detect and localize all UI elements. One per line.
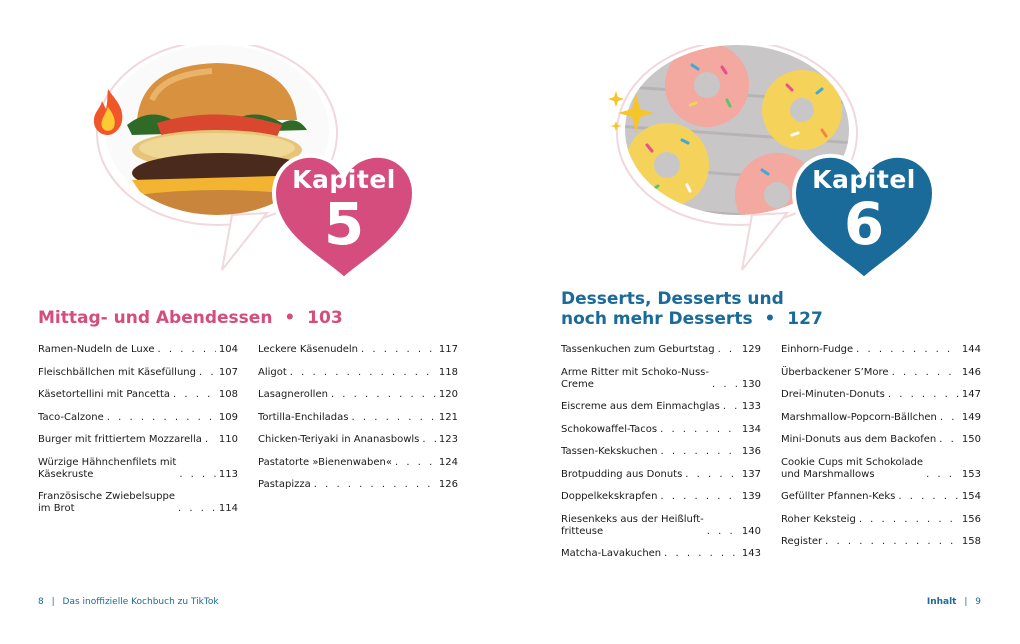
toc-entry-page: 147	[961, 389, 981, 400]
toc-entry-title: Chicken-Teriyaki in Ananasbowls	[258, 434, 420, 445]
toc-entry-title: Gefüllter Pfannen-Keks	[781, 491, 896, 502]
toc-entry-page: 136	[741, 446, 761, 457]
toc-entry-page: 113	[218, 468, 238, 480]
toc-entry-title: Fleischbällchen mit Käsefüllung	[38, 366, 196, 378]
toc-entry-title: Taco-Calzone	[38, 411, 104, 423]
footer-book-title: Das inoffizielle Kochbuch zu TikTok	[62, 597, 219, 607]
toc-entry[interactable]	[258, 479, 458, 491]
footer-separator: |	[51, 597, 55, 607]
toc-entry[interactable]	[781, 367, 981, 379]
toc-entry[interactable]	[561, 344, 761, 356]
toc-dot-leader	[664, 548, 739, 560]
toc-entry-page: 130	[741, 378, 761, 390]
fire-emoji-icon	[90, 87, 126, 137]
toc-entry[interactable]	[258, 434, 458, 446]
toc-dot-leader	[825, 536, 959, 548]
toc-entry-page: 154	[961, 491, 981, 502]
toc-entry[interactable]	[781, 457, 981, 481]
chapter-label: Kapitel	[292, 165, 396, 194]
toc-entry[interactable]	[561, 491, 761, 503]
toc-entry-page: 118	[438, 366, 458, 378]
chapter-start-page: 103	[307, 308, 343, 328]
toc-dot-leader	[888, 389, 959, 401]
toc-dot-leader	[361, 344, 436, 356]
toc-entry-page: 108	[218, 389, 238, 400]
toc-entry-title: Marshmallow-Popcorn-Bällchen	[781, 411, 937, 423]
chapter-5-illustration	[82, 45, 422, 290]
toc-dot-leader	[660, 446, 738, 458]
toc-entry[interactable]	[258, 412, 458, 424]
toc-dot-leader	[660, 491, 738, 503]
toc-entry-title: Ramen-Nudeln de Luxe	[38, 344, 155, 355]
toc-dot-leader	[107, 412, 216, 424]
toc-entry[interactable]	[38, 457, 238, 481]
toc-dot-leader	[712, 379, 739, 391]
toc-entry[interactable]	[561, 446, 761, 458]
footer-right	[927, 597, 981, 607]
toc-entry[interactable]	[38, 434, 238, 446]
toc-entry-title: Mini-Donuts aus dem Backofen	[781, 434, 937, 445]
toc-entry-page: 110	[218, 434, 238, 445]
toc-entry-title: Matcha-Lavakuchen	[561, 548, 662, 559]
toc-entry-title: Überbackener S’More	[781, 366, 889, 378]
chapter-5-badge	[269, 165, 419, 258]
toc-column-right-1	[561, 344, 761, 571]
toc-entry-title: Einhorn-Fudge	[781, 344, 854, 355]
toc-entry-title: Lasagnerollen	[258, 389, 328, 400]
toc-entry-page: 139	[741, 491, 761, 502]
toc-entry-page: 117	[438, 344, 458, 355]
toc-entry-title: Französische Zwiebelsuppe im Brot	[38, 491, 175, 514]
toc-entry-title: Brotpudding aus Donuts	[561, 468, 683, 480]
toc-column-left-2	[258, 344, 458, 502]
toc-entry[interactable]	[781, 412, 981, 424]
toc-entry-title: Tassenkuchen zum Geburtstag	[561, 344, 715, 355]
chapter-6-heading	[561, 289, 823, 329]
chapter-5-heading	[38, 308, 343, 328]
title-bullet: •	[764, 309, 776, 329]
toc-entry-title: Leckere Käsenudeln	[258, 344, 359, 355]
toc-dot-leader	[314, 479, 436, 491]
toc-entry-title: Riesenkeks aus der Heißluft- fritteuse	[561, 513, 704, 537]
toc-entry-page: 107	[218, 366, 238, 378]
toc-entry-page: 109	[218, 411, 238, 423]
toc-entry-title: Roher Keksteig	[781, 513, 856, 525]
toc-dot-leader	[290, 367, 436, 379]
toc-entry-title: Burger mit frittiertem Mozzarella	[38, 434, 202, 445]
toc-entry[interactable]	[38, 344, 238, 356]
toc-dot-leader	[898, 491, 959, 503]
toc-dot-leader	[331, 389, 436, 401]
toc-entry-page: 140	[741, 525, 761, 537]
toc-entry-page: 129	[741, 344, 761, 355]
toc-entry[interactable]	[781, 389, 981, 401]
toc-entry[interactable]	[561, 469, 761, 481]
toc-entry[interactable]	[38, 491, 238, 515]
toc-column-right-2	[781, 344, 981, 559]
toc-entry[interactable]	[781, 491, 981, 503]
toc-entry[interactable]	[258, 344, 458, 356]
toc-entry[interactable]	[781, 514, 981, 526]
toc-dot-leader	[199, 367, 216, 379]
toc-dot-leader	[395, 457, 436, 469]
title-bullet: •	[284, 308, 296, 328]
toc-entry[interactable]	[781, 344, 981, 356]
toc-dot-leader	[939, 434, 959, 446]
toc-entry-title: Schokowaffel-Tacos	[561, 423, 658, 435]
toc-entry[interactable]	[38, 412, 238, 424]
footer-left	[38, 597, 219, 607]
toc-dot-leader	[892, 367, 959, 379]
toc-entry-page: 158	[961, 536, 981, 547]
toc-dot-leader	[685, 469, 739, 481]
chapter-title-line2: noch mehr Desserts	[561, 309, 753, 329]
toc-entry[interactable]	[561, 401, 761, 413]
toc-entry[interactable]	[258, 389, 458, 401]
toc-entry-title: Cookie Cups mit Schokolade und Marshmallows	[781, 456, 924, 480]
toc-entry-page: 133	[741, 401, 761, 412]
sparkles-emoji-icon	[606, 89, 656, 139]
toc-entry-title: Register	[781, 536, 823, 547]
toc-entry-title: Tassen-Kekskuchen	[561, 446, 658, 457]
toc-entry[interactable]	[258, 367, 458, 379]
chapter-6-badge	[789, 165, 939, 258]
chapter-6-illustration	[602, 45, 942, 290]
toc-entry-title: Eiscreme aus dem Einmachglas	[561, 401, 720, 412]
toc-dot-leader	[173, 389, 216, 401]
toc-entry-page: 124	[438, 456, 458, 468]
toc-entry-title: Aligot	[258, 366, 287, 378]
chapter-title-line1: Desserts, Desserts und	[561, 289, 784, 309]
toc-entry-page: 114	[218, 503, 238, 514]
toc-entry-title: Pastapizza	[258, 479, 311, 490]
toc-dot-leader	[179, 469, 216, 481]
toc-entry-page: 153	[961, 468, 981, 480]
toc-dot-leader	[178, 503, 216, 515]
right-page	[510, 0, 1020, 644]
toc-entry-title: Tortilla-Enchiladas	[258, 411, 349, 423]
toc-dot-leader	[926, 469, 959, 481]
toc-entry-page: 121	[438, 411, 458, 423]
toc-dot-leader	[660, 424, 739, 436]
toc-dot-leader	[940, 412, 959, 424]
toc-dot-leader	[859, 514, 959, 526]
chapter-start-page: 127	[787, 309, 823, 329]
toc-entry-page: 137	[741, 468, 761, 480]
footer-page-number: 9	[975, 597, 981, 607]
chapter-title: Mittag- und Abendessen	[38, 308, 273, 328]
toc-column-left-1	[38, 344, 238, 526]
toc-dot-leader	[718, 344, 739, 356]
toc-dot-leader	[205, 434, 216, 446]
toc-entry-title: Pastatorte »Bienenwaben«	[258, 456, 393, 468]
toc-entry[interactable]	[38, 389, 238, 401]
toc-entry[interactable]	[561, 514, 761, 538]
toc-entry-page: 150	[961, 434, 981, 445]
toc-entry-title: Drei-Minuten-Donuts	[781, 389, 885, 400]
toc-dot-leader	[352, 412, 436, 424]
toc-entry-page: 104	[218, 344, 238, 355]
toc-entry[interactable]	[561, 367, 761, 391]
toc-dot-leader	[856, 344, 959, 356]
toc-entry[interactable]	[781, 434, 981, 446]
toc-dot-leader	[707, 526, 739, 538]
chapter-label: Kapitel	[812, 165, 916, 194]
toc-entry-page: 156	[961, 513, 981, 525]
toc-dot-leader	[723, 401, 739, 413]
toc-dot-leader	[422, 434, 436, 446]
toc-entry-page: 123	[438, 434, 458, 445]
toc-entry[interactable]	[781, 536, 981, 548]
toc-entry[interactable]	[561, 424, 761, 436]
toc-entry-page: 143	[741, 548, 761, 559]
toc-entry[interactable]	[561, 548, 761, 560]
toc-entry-page: 120	[438, 389, 458, 400]
toc-entry-page: 144	[961, 344, 981, 355]
chapter-number: 6	[843, 190, 885, 258]
toc-entry[interactable]	[38, 367, 238, 379]
toc-entry-title: Käsetortellini mit Pancetta	[38, 389, 171, 400]
footer-section: Inhalt	[926, 597, 957, 607]
toc-entry-page: 126	[438, 479, 458, 490]
chapter-number: 5	[323, 190, 365, 258]
toc-entry[interactable]	[258, 457, 458, 469]
toc-entry-page: 134	[741, 423, 761, 435]
toc-entry-page: 146	[961, 366, 981, 378]
toc-entry-title: Arme Ritter mit Schoko-Nuss- Creme	[561, 366, 709, 390]
footer-separator: |	[964, 597, 968, 607]
footer-page-number: 8	[38, 597, 44, 607]
toc-entry-title: Doppelkekskrapfen	[561, 491, 658, 502]
toc-entry-page: 149	[961, 411, 981, 423]
toc-entry-title: Würzige Hähnchenfilets mit Käsekruste	[38, 456, 177, 480]
toc-dot-leader	[157, 344, 215, 356]
